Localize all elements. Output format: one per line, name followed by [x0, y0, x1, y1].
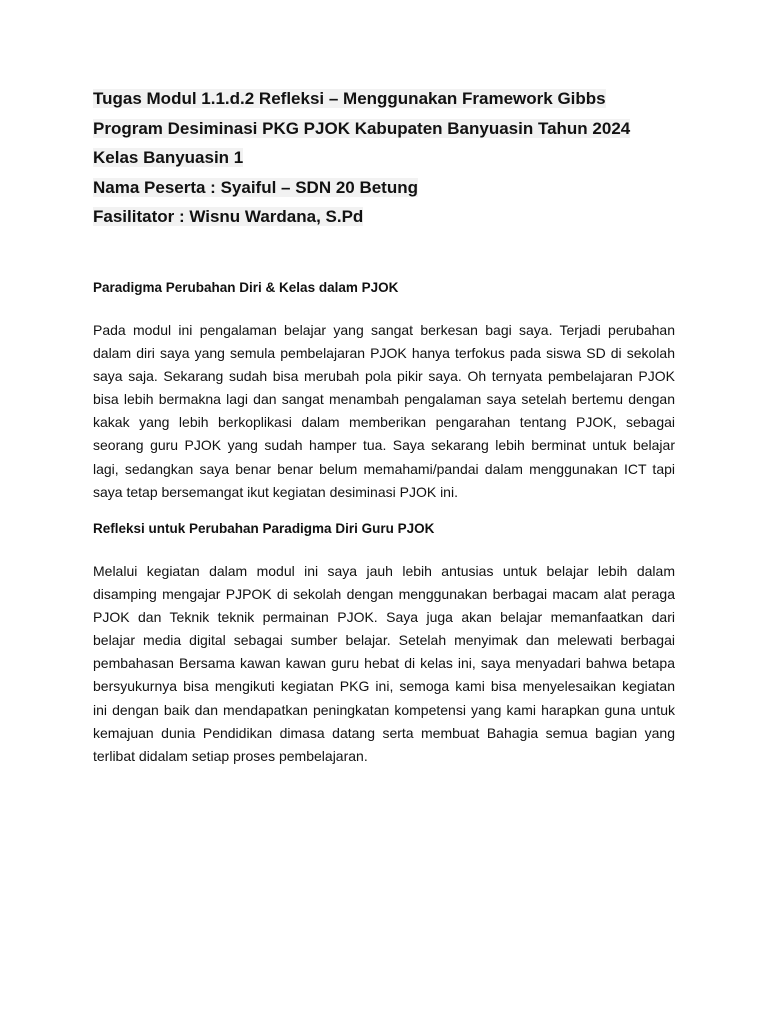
- document-header: [93, 84, 683, 232]
- paragraph-line: lagi, sedangkan saya benar benar belum memahami/pandai dalam menggunakan ICT tapi: [93, 460, 675, 477]
- paragraph-line: Pada modul ini pengalaman belajar yang sangat berkesan bagi saya. Terjadi perubahan: [93, 322, 675, 338]
- paragraph-line: kakak yang lebih berkoplikasi dalam memberikan pengarahan tentang PJOK, sebagai: [93, 414, 675, 431]
- paragraph-line: disamping mengajar PJPOK di sekolah dengan menggunakan berbagai macam alat peraga: [93, 586, 675, 603]
- paragraph-line: belajar media digital sebagai sumber belajar. Setelah menyimak dan melewati berbagai: [93, 632, 675, 649]
- participant-name: Nama Peserta : Syaiful – SDN 20 Betung: [93, 177, 419, 197]
- paragraph-line: saya tetap bersemangat ikut kegiatan desiminasi PJOK ini.: [93, 483, 458, 500]
- assignment-title: Tugas Modul 1.1.d.2 Refleksi – Menggunakan Framework Gibbs: [93, 89, 606, 108]
- paragraph-line: bisa lebih bermakna lagi dan sangat menambah pengalaman saya setelah bertemu dengan: [93, 391, 675, 408]
- section-heading: Paradigma Perubahan Diri & Kelas dalam PJOK: [93, 280, 399, 295]
- paragraph-line: terlibat didalam setiap proses pembelajaran.: [93, 747, 368, 764]
- facilitator-name: Fasilitator : Wisnu Wardana, S.Pd: [93, 207, 364, 226]
- section-paradigma: [93, 278, 675, 504]
- paragraph-line: saya saja. Sekarang sudah bisa merubah pola pikir saya. Oh ternyata pembelajaran PJOK: [93, 368, 675, 385]
- paragraph-line: kemajuan dunia Pendidikan dimasa datang serta membuat Bahagia semua bagian yang: [93, 724, 675, 741]
- paragraph-line: pembahasan Bersama kawan kawan guru hebat di kelas ini, saya menyadari bahwa betapa: [93, 655, 675, 672]
- paragraph-line: PJOK dan Teknik teknik permainan PJOK. Saya juga akan belajar memanfaatkan dari: [93, 609, 675, 626]
- section-refleksi: [93, 519, 675, 768]
- paragraph-line: Melalui kegiatan dalam modul ini saya jauh lebih antusias untuk belajar lebih dalam: [93, 563, 675, 579]
- paragraph-line: seorang guru PJOK yang sudah hamper tua. Saya sekarang lebih berminat untuk belajar: [93, 437, 675, 454]
- paragraph-line: dalam diri saya yang semula pembelajaran PJOK hanya terfokus pada siswa SD di sekolah: [93, 345, 675, 362]
- paragraph-line: ini dengan baik dan mendapatkan peningkatan kompetensi yang kami harapkan guna untuk: [93, 701, 675, 718]
- class-name: Kelas Banyuasin 1: [93, 148, 244, 167]
- section-paragraph: [93, 560, 675, 768]
- section-heading: Refleksi untuk Perubahan Paradigma Diri Guru PJOK: [93, 521, 435, 536]
- program-title: Program Desiminasi PKG PJOK Kabupaten Banyuasin Tahun 2024: [93, 118, 631, 138]
- section-paragraph: [93, 319, 675, 504]
- paragraph-line: bersyukurnya bisa mengikuti kegiatan PKG ini, semoga kami bisa menyelesaikan kegiatan: [93, 678, 675, 695]
